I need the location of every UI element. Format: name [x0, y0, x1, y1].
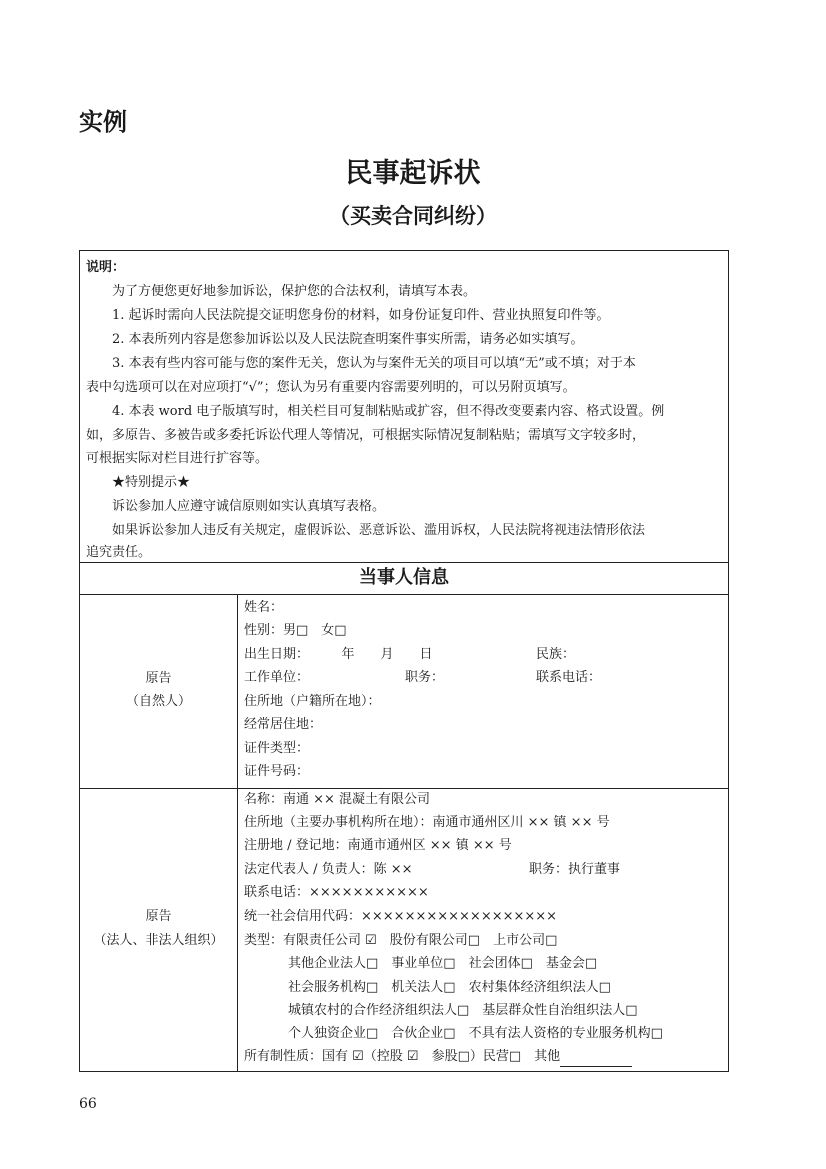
- complaint-form: [79, 250, 729, 1072]
- plaintiff-label: 原告: [145, 671, 172, 686]
- instruction-line: 如果诉讼参加人违反有关规定，虚假诉讼、恶意诉讼、滥用诉权，人民法院将视违法情形依法: [112, 523, 646, 538]
- instruction-line: 追究责任。: [86, 545, 152, 560]
- company-type-options[interactable]: 城镇农村的合作经济组织法人□ 基层群众性自治组织法人□: [288, 1003, 638, 1018]
- instruction-line: 3. 本表有些内容可能与您的案件无关，您认为与案件无关的项目可以填“无”或不填；对于本: [112, 356, 636, 371]
- ethnicity-field[interactable]: 民族：: [536, 647, 576, 662]
- instruction-line: 如，多原告、多被告或多委托诉讼代理人等情况，可根据实际情况复制粘贴；需填写文字较多时，: [86, 428, 646, 443]
- credit-code-field[interactable]: 统一社会信用代码：××××××××××××××××××: [244, 909, 558, 924]
- phone-field[interactable]: 联系电话：: [536, 670, 602, 685]
- company-phone-field[interactable]: 联系电话：×××××××××××: [244, 885, 429, 900]
- company-domicile-field[interactable]: 住所地（主要办事机构所在地）：南通市通州区川 ×× 镇 ×× 号: [244, 815, 610, 830]
- row-label-cell: [80, 789, 238, 1071]
- party-info-header: 当事人信息: [80, 562, 728, 595]
- instruction-line: 4. 本表 word 电子版填写时，相关栏目可复制粘贴或扩容，但不得改变要素内容、格式设置。例: [112, 404, 665, 419]
- workplace-field[interactable]: 工作单位：: [244, 670, 310, 685]
- plaintiff-legal-entity-row: [80, 789, 728, 1071]
- instruction-line: 可根据实际对栏目进行扩容等。: [86, 451, 269, 466]
- id-type-field[interactable]: 证件类型：: [244, 741, 310, 756]
- company-name-field[interactable]: 名称：南通 ×× 混凝土有限公司: [244, 792, 431, 807]
- instruction-line: 1. 起诉时需向人民法院提交证明您身份的材料，如身份证复印件、营业执照复印件等。: [112, 308, 610, 323]
- instructions-box: [80, 251, 728, 563]
- id-number-field[interactable]: 证件号码：: [244, 764, 310, 779]
- name-field[interactable]: 姓名：: [244, 600, 284, 615]
- ownership-field[interactable]: [244, 1047, 632, 1067]
- page-number: 66: [79, 1096, 97, 1112]
- company-type-options[interactable]: 社会服务机构□ 机关法人□ 农村集体经济组织法人□: [288, 980, 611, 995]
- instruction-line: 表中勾选项可以在对应项打“√”；您认为另有重要内容需要列明的，可以另附页填写。: [86, 380, 576, 395]
- instruction-line: 2. 本表所列内容是您参加诉讼以及人民法院查明案件事实所需，请务必如实填写。: [112, 332, 584, 347]
- plaintiff-type-label: （法人、非法人组织）: [93, 933, 224, 948]
- legal-representative-field[interactable]: 法定代表人 / 负责人：陈 ××: [244, 862, 413, 877]
- domicile-field[interactable]: 住所地（户籍所在地）：: [244, 694, 381, 709]
- company-type-options[interactable]: 其他企业法人□ 事业单位□ 社会团体□ 基金会□: [288, 956, 598, 971]
- document-subtitle: （买卖合同纠纷）: [329, 203, 497, 228]
- row-label-cell: [80, 595, 238, 788]
- ownership-options[interactable]: 所有制性质：国有 ☑（控股 ☑ 参股□）民营□ 其他: [244, 1049, 561, 1064]
- plaintiff-type-label: （自然人）: [125, 694, 191, 709]
- instruction-line: 诉讼参加人应遵守诚信原则如实认真填写表格。: [112, 499, 386, 514]
- registered-address-field[interactable]: 注册地 / 登记地：南通市通州区 ×× 镇 ×× 号: [244, 838, 512, 853]
- section-label: 实例: [79, 107, 127, 136]
- plaintiff-label: 原告: [145, 909, 172, 924]
- plaintiff-natural-person-row: [80, 595, 728, 789]
- other-blank-line[interactable]: [560, 1052, 632, 1067]
- company-type-options[interactable]: 个人独资企业□ 合伙企业□ 不具有法人资格的专业服务机构□: [288, 1026, 663, 1041]
- document-title: 民事起诉状: [345, 158, 481, 189]
- gender-field[interactable]: 性别：男□ 女□: [244, 623, 347, 638]
- birth-date-field[interactable]: 出生日期： 年 月 日: [244, 647, 433, 662]
- instruction-line: 为了方便您更好地参加诉讼，保护您的合法权利，请填写本表。: [112, 284, 477, 299]
- company-type-options[interactable]: 类型：有限责任公司 ☑ 股份有限公司□ 上市公司□: [244, 933, 558, 948]
- position-field[interactable]: 职务：: [405, 670, 445, 685]
- special-notice-heading: ★特别提示★: [112, 475, 191, 490]
- instructions-title: 说明：: [86, 260, 126, 275]
- representative-position-field[interactable]: 职务：执行董事: [529, 862, 621, 877]
- residence-field[interactable]: 经常居住地：: [244, 717, 323, 732]
